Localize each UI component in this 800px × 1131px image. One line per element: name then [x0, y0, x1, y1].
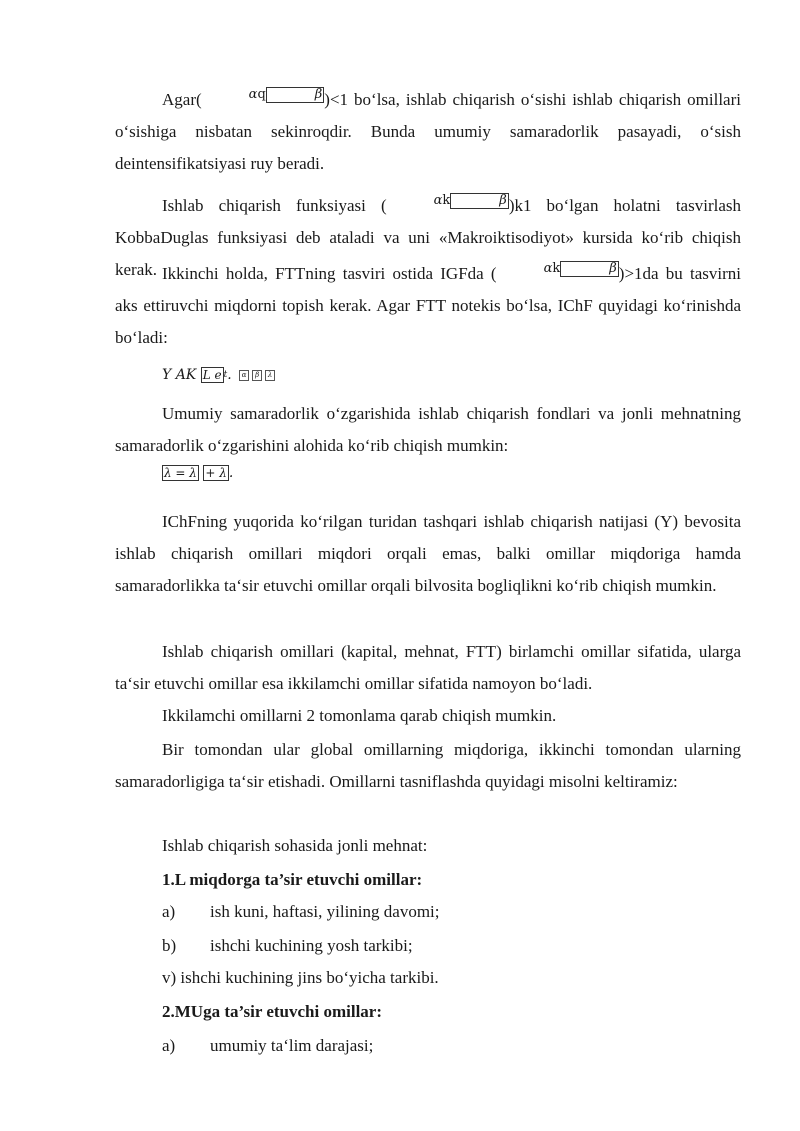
heading-quantity-factors	[162, 864, 742, 896]
paragraph-primary-factors	[115, 636, 741, 700]
formula-placeholder-box: λ	[265, 370, 275, 381]
paragraph-efficiency-change	[115, 398, 741, 462]
list-item-text: v) ishchi kuchining jins bo‘yicha tarkibi.	[162, 968, 439, 987]
paragraph-text: )>1da bu tasvirni aks ettiruvchi miqdorni topish kerak. Agar FTT notekis bo‘lsa, IChF quyidagi ko‘rinishda bo‘ladi:	[115, 264, 741, 347]
formula-placeholder-box: β	[252, 370, 262, 381]
list-marker: b)	[162, 936, 177, 955]
paragraph-text: Ishlab chiqarish sohasida jonli mehnat:	[162, 836, 428, 855]
paragraph-text: )k1 bo‘lgan holatni tasvirlash KobbaDuglas funksiyasi deb ataladi va uni «Makroiktisodiyot» kursida ko‘rib chiqish kerak.	[115, 196, 741, 279]
paragraph-ichf-types	[115, 506, 741, 602]
paragraph-text: Umumiy samaradorlik o‘zgarishida ishlab chiqarish fondlari va jonli mehnatning samaradorlik o‘zgarishini alohida ko‘rib chiqish mumkin:	[115, 404, 741, 455]
list-item-text: ishchi kuchining yosh tarkibi;	[210, 936, 413, 955]
list-item	[162, 962, 742, 994]
ratio-symbol: αk β	[543, 261, 617, 276]
formula-placeholder-box: α	[239, 370, 249, 381]
list-item-text: ish kuni, haftasi, yilining davomi;	[210, 902, 440, 921]
formula-box: + λ	[205, 466, 227, 480]
paragraph-text: IChFning yuqorida ko‘rilgan turidan tashqari ishlab chiqarish natijasi (Y) bevosita ishlab chiqarish omillari miqdori orqali emas, balki omillar miqdoriga hamda samaradorlikka ta‘sir etuvchi omillar orqali bilvosita bogliqlikni ko‘rib chiqish mumkin.	[115, 512, 741, 595]
ratio-symbol: αq β	[248, 87, 323, 102]
list-item-text: umumiy ta‘lim darajasi;	[210, 1036, 374, 1055]
paragraph-text: Ikkinchi holda, FTTning tasviri ostida IGFda (	[162, 264, 497, 283]
formula-efficiency	[162, 460, 233, 486]
formula-lead: Y AK	[162, 367, 197, 383]
list-item	[162, 930, 742, 962]
paragraph-text: Ishlab chiqarish omillari (kapital, mehnat, FTT) birlamchi omillar sifatida, ularga ta‘sir etuvchi omillar esa ikkilamchi omillar sifatida namoyon bo‘ladi.	[115, 642, 741, 693]
formula-box: L e	[202, 368, 222, 382]
formula-production-function	[162, 364, 275, 386]
list-item	[162, 896, 742, 928]
heading-productivity-factors	[162, 996, 742, 1028]
paragraph-text: Bir tomondan ular global omillarning miqdoriga, ikkinchi tomondan ularning samaradorligiga ta‘sir etishadi. Omillarni tasniflashda quyidagi misolni keltiramiz:	[115, 740, 741, 791]
heading-text: 2.MUga ta’sir etuvchi omillar:	[162, 1002, 383, 1021]
paragraph-text: )<1 bo‘lsa, ishlab chiqarish o‘sishi ishlab chiqarish omillari o‘sishiga nisbatan sekinroqdir. Bunda umumiy samaradorlik pasayadi, o‘sish deintensifikatsiyasi ruy beradi.	[115, 90, 741, 173]
paragraph-second-case	[115, 258, 741, 354]
paragraph-text: Ikkilamchi omillarni 2 tomonlama qarab chiqish mumkin.	[162, 706, 557, 725]
paragraph-secondary-factors	[115, 700, 741, 732]
paragraph-growth-ratio	[115, 84, 741, 180]
list-item	[162, 1030, 742, 1062]
list-marker: a)	[162, 1036, 176, 1055]
formula-box: λ = λ	[164, 466, 197, 480]
formula-exponent: t	[223, 370, 228, 380]
ratio-symbol: αk β	[433, 193, 507, 208]
list-marker: a)	[162, 902, 176, 921]
formula-dot: .	[227, 367, 232, 383]
paragraph-text: Agar(	[162, 90, 202, 109]
heading-text: 1.L miqdorga ta’sir etuvchi omillar:	[162, 870, 423, 889]
paragraph-live-labor	[162, 830, 742, 862]
paragraph-two-sides	[115, 734, 741, 798]
formula-dot: .	[228, 465, 234, 481]
paragraph-text: Ishlab chiqarish funksiyasi (	[162, 196, 387, 215]
